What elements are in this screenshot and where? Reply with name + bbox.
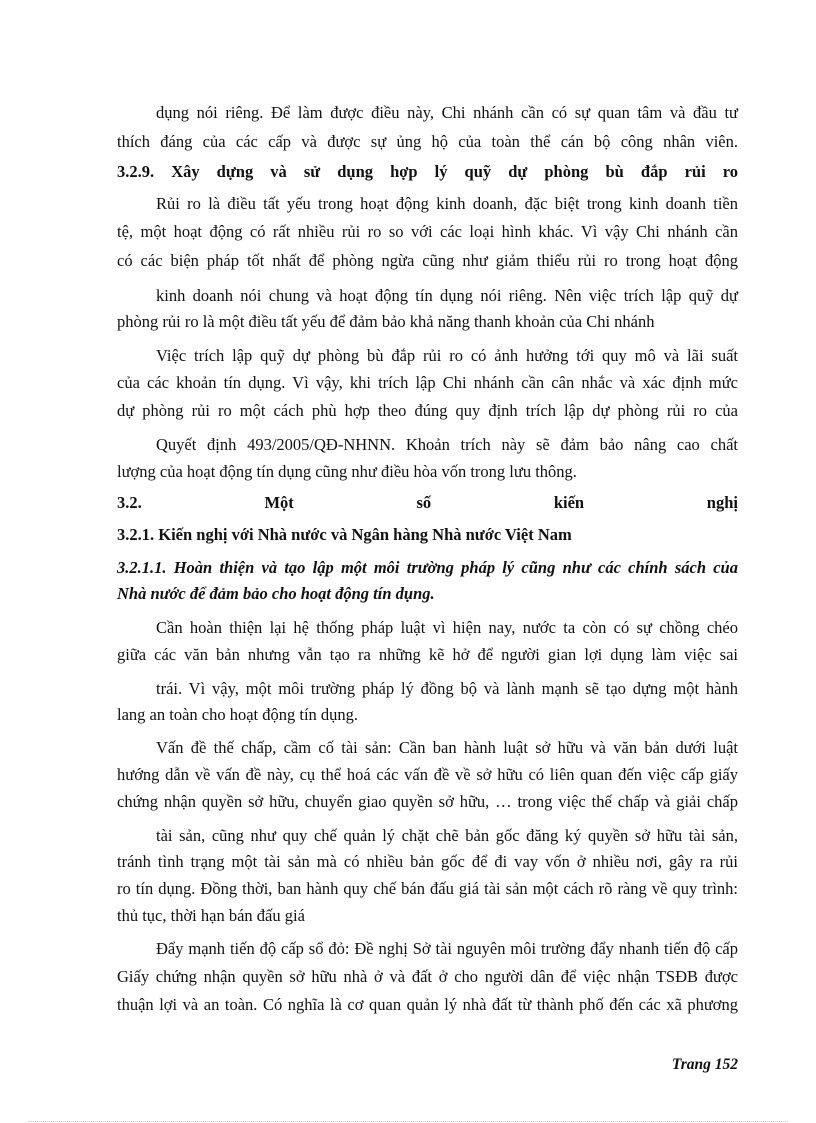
heading-3-2-word-4: nghị bbox=[706, 493, 738, 512]
text-line-4: Rủi ro là điều tất yếu trong hoạt động kinh doanh, đặc biệt trong kinh doanh tiền bbox=[156, 194, 738, 213]
text-line-19: giữa các văn bản nhưng vẫn tạo ra những kẽ hở để người gian lợi dụng làm việc sai bbox=[117, 645, 738, 664]
text-line-10: của các khoản tín dụng. Vì vậy, khi trích lập Chi nhánh cần cân nhắc và xác định mức bbox=[117, 373, 738, 392]
text-line-20: trái. Vì vậy, một môi trường pháp lý đồng bộ và lành mạnh sẽ tạo dựng một hành bbox=[156, 679, 738, 698]
text-line-29: Đẩy mạnh tiến độ cấp sổ đỏ: Đề nghị Sở tài nguyên môi trường đẩy nhanh tiến độ cấp bbox=[156, 939, 738, 958]
page-bottom-border bbox=[28, 1121, 788, 1122]
heading-3-2-word-3: kiến bbox=[553, 493, 585, 512]
text-line-7: kinh doanh nói chung và hoạt động tín dụng nói riêng. Nên việc trích lập quỹ dự bbox=[156, 286, 738, 305]
text-line-28: thủ tục, thời hạn bán đấu giá bbox=[117, 906, 305, 925]
text-line-13: lượng của hoạt động tín dụng cũng như điều hòa vốn trong lưu thông. bbox=[117, 462, 577, 481]
text-line-5: tệ, một hoạt động có rất nhiều rủi ro so với các loại hình khác. Vì vậy Chi nhánh cần bbox=[117, 222, 738, 241]
text-line-8: phòng rủi ro là một điều tất yếu để đảm bảo khả năng thanh khoản của Chi nhánh bbox=[117, 312, 655, 331]
text-line-22: Vấn đề thế chấp, cầm cố tài sản: Cần ban hành luật sở hữu và văn bản dưới luật bbox=[156, 738, 738, 757]
text-line-30: Giấy chứng nhận quyền sở hữu nhà ở và đất ở cho người dân để việc nhận TSĐB được bbox=[117, 967, 738, 986]
text-line-9: Việc trích lập quỹ dự phòng bù đắp rủi ro có ảnh hưởng tới quy mô và lãi suất bbox=[156, 346, 738, 365]
text-line-24: chứng nhận quyền sở hữu, chuyển giao quyền sở hữu, … trong việc thế chấp và giải chấp bbox=[117, 792, 738, 811]
text-line-31: thuận lợi và an toàn. Có nghĩa là cơ quan quản lý nhà đất từ thành phố đến các xã phương bbox=[117, 995, 738, 1014]
heading-3-2-word-2: số bbox=[416, 493, 432, 512]
text-line-11: dự phòng rủi ro một cách phù hợp theo đúng quy định trích lập dự phòng rủi ro của bbox=[117, 401, 738, 420]
page-number: Trang 152 bbox=[671, 1056, 738, 1073]
text-line-23: hướng dẫn về vấn đề này, cụ thể hoá các vấn đề về sở hữu có liên quan đến việc cấp giấy bbox=[117, 765, 738, 784]
heading-3-2-1: 3.2.1. Kiến nghị với Nhà nước và Ngân hàng Nhà nước Việt Nam bbox=[117, 525, 572, 544]
text-line-25: tài sản, cũng như quy chế quản lý chặt chẽ bản gốc đăng ký quyền sở hữu tài sản, bbox=[156, 826, 738, 845]
text-line-21: lang an toàn cho hoạt động tín dụng. bbox=[117, 705, 359, 724]
text-line-6: có các biện pháp tốt nhất để phòng ngừa cũng như giảm thiểu rủi ro trong hoạt động bbox=[117, 251, 738, 270]
heading-3-2-9: 3.2.9. Xây dựng và sử dụng hợp lý quỹ dự phòng bù đắp rủi ro bbox=[117, 162, 738, 181]
text-line-27: ro tín dụng. Đồng thời, ban hành quy chế bán đấu giá tài sản một cách rõ ràng về quy trình: bbox=[117, 879, 738, 898]
heading-3-2-1-1-line-2: Nhà nước để đảm bảo cho hoạt động tín dụng. bbox=[117, 584, 435, 603]
heading-3-2-number: 3.2. bbox=[117, 493, 142, 512]
text-line-1: dụng nói riêng. Để làm được điều này, Chi nhánh cần có sự quan tâm và đầu tư bbox=[156, 103, 738, 122]
text-line-18: Cần hoàn thiện lại hệ thống pháp luật vì hiện nay, nước ta còn có sự chồng chéo bbox=[156, 618, 738, 637]
heading-3-2 bbox=[117, 493, 738, 513]
heading-3-2-word-1: Một bbox=[264, 493, 294, 512]
text-line-12: Quyết định 493/2005/QĐ-NHNN. Khoản trích này sẽ đảm bảo nâng cao chất bbox=[156, 435, 738, 454]
heading-3-2-1-1-line-1: 3.2.1.1. Hoàn thiện và tạo lập một môi trường pháp lý cũng như các chính sách của bbox=[117, 558, 738, 577]
text-line-2: thích đáng của các cấp và được sự ủng hộ của toàn thể cán bộ công nhân viên. bbox=[117, 132, 738, 151]
text-line-26: tránh tình trạng một tài sản mà có nhiều bản gốc để đi vay vốn ở nhiều nơi, gây ra rủi bbox=[117, 852, 738, 871]
